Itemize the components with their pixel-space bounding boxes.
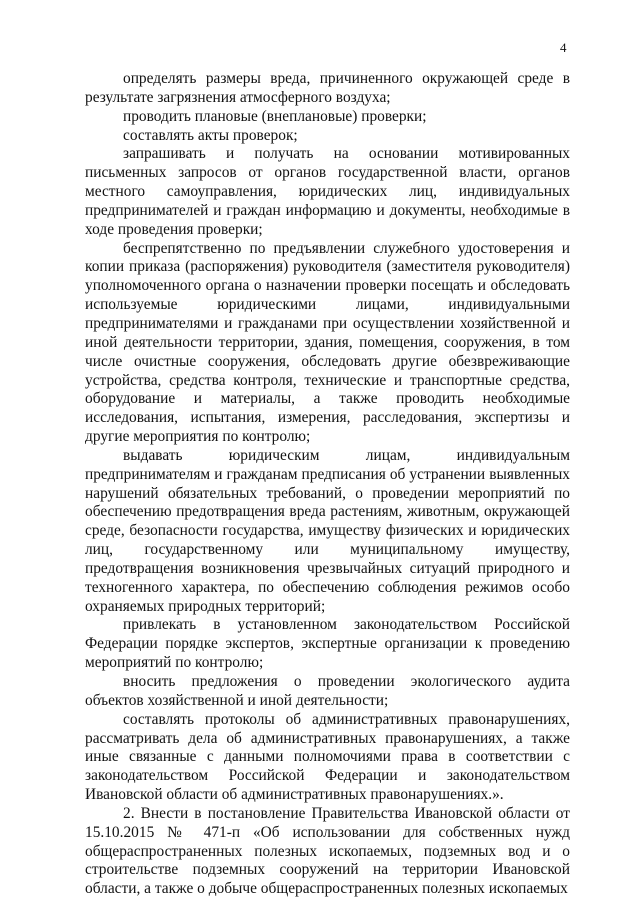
paragraph: беспрепятственно по предъявлении служебного удостоверения и копии приказа (распоряжения) руководителя (заместителя руководителя) уполномоченного органа о назначении проверки посещать и обследовать используемые юридическими лицами, индивидуальными предпринимателями и гражданами при осуществлении хозяйственной и иной деятельности территории, здания, помещения, сооружения, в том числе очистные сооружения, обследовать другие обезвреживающие устройства, средства контроля, технические и транспортные средства, оборудование и материалы, а также проводить необходимые исследования, испытания, измерения, расследования, экспертизы и другие мероприятия по контролю; (85, 239, 570, 446)
document-body (85, 70, 570, 899)
page-number: 4 (560, 40, 567, 55)
paragraph: определять размеры вреда, причиненного окружающей среде в результате загрязнения атмосферного воздуха; (85, 70, 570, 106)
paragraph: составлять акты проверок; (123, 126, 298, 144)
paragraph: 2. Внести в постановление Правительства Ивановской области от 15.10.2015 № 471-п «Об использовании для собственных нужд общераспространенных полезных ископаемых, подземных вод и о строительстве подземных сооружений на территории Ивановской области, а также о добыче общераспространенных полезных ископаемых (85, 804, 570, 898)
paragraph: вносить предложения о проведении экологического аудита объектов хозяйственной и иной деятельности; (85, 673, 570, 709)
paragraph: проводить плановые (внеплановые) проверки; (123, 107, 427, 125)
paragraph: составлять протоколы об административных правонарушениях, рассматривать дела об административных правонарушениях, а также иные связанные с данными полномочиями права в соответствии с законодательством Российской Федерации и законодательством Ивановской области об административных правонарушениях.». (85, 710, 570, 804)
paragraph: выдавать юридическим лицам, индивидуальным предпринимателям и гражданам предписания об устранении выявленных нарушений обязательных требований, о проведении мероприятий по обеспечению предотвращения вреда растениям, животным, окружающей среде, безопасности государства, имуществу физических и юридических лиц, государственному или муниципальному имуществу, предотвращения возникновения чрезвычайных ситуаций природного и техногенного характера, по обеспечению соблюдения режимов особо охраняемых природных территорий; (85, 446, 570, 615)
paragraph: привлекать в установленном законодательством Российской Федерации порядке экспертов, экспертные организации к проведению мероприятий по контролю; (85, 616, 570, 672)
paragraph: запрашивать и получать на основании мотивированных письменных запросов от органов государственной власти, органов местного самоуправления, юридических лиц, индивидуальных предпринимателей и граждан информацию и документы, необходимые в ходе проведения проверки; (85, 145, 570, 238)
